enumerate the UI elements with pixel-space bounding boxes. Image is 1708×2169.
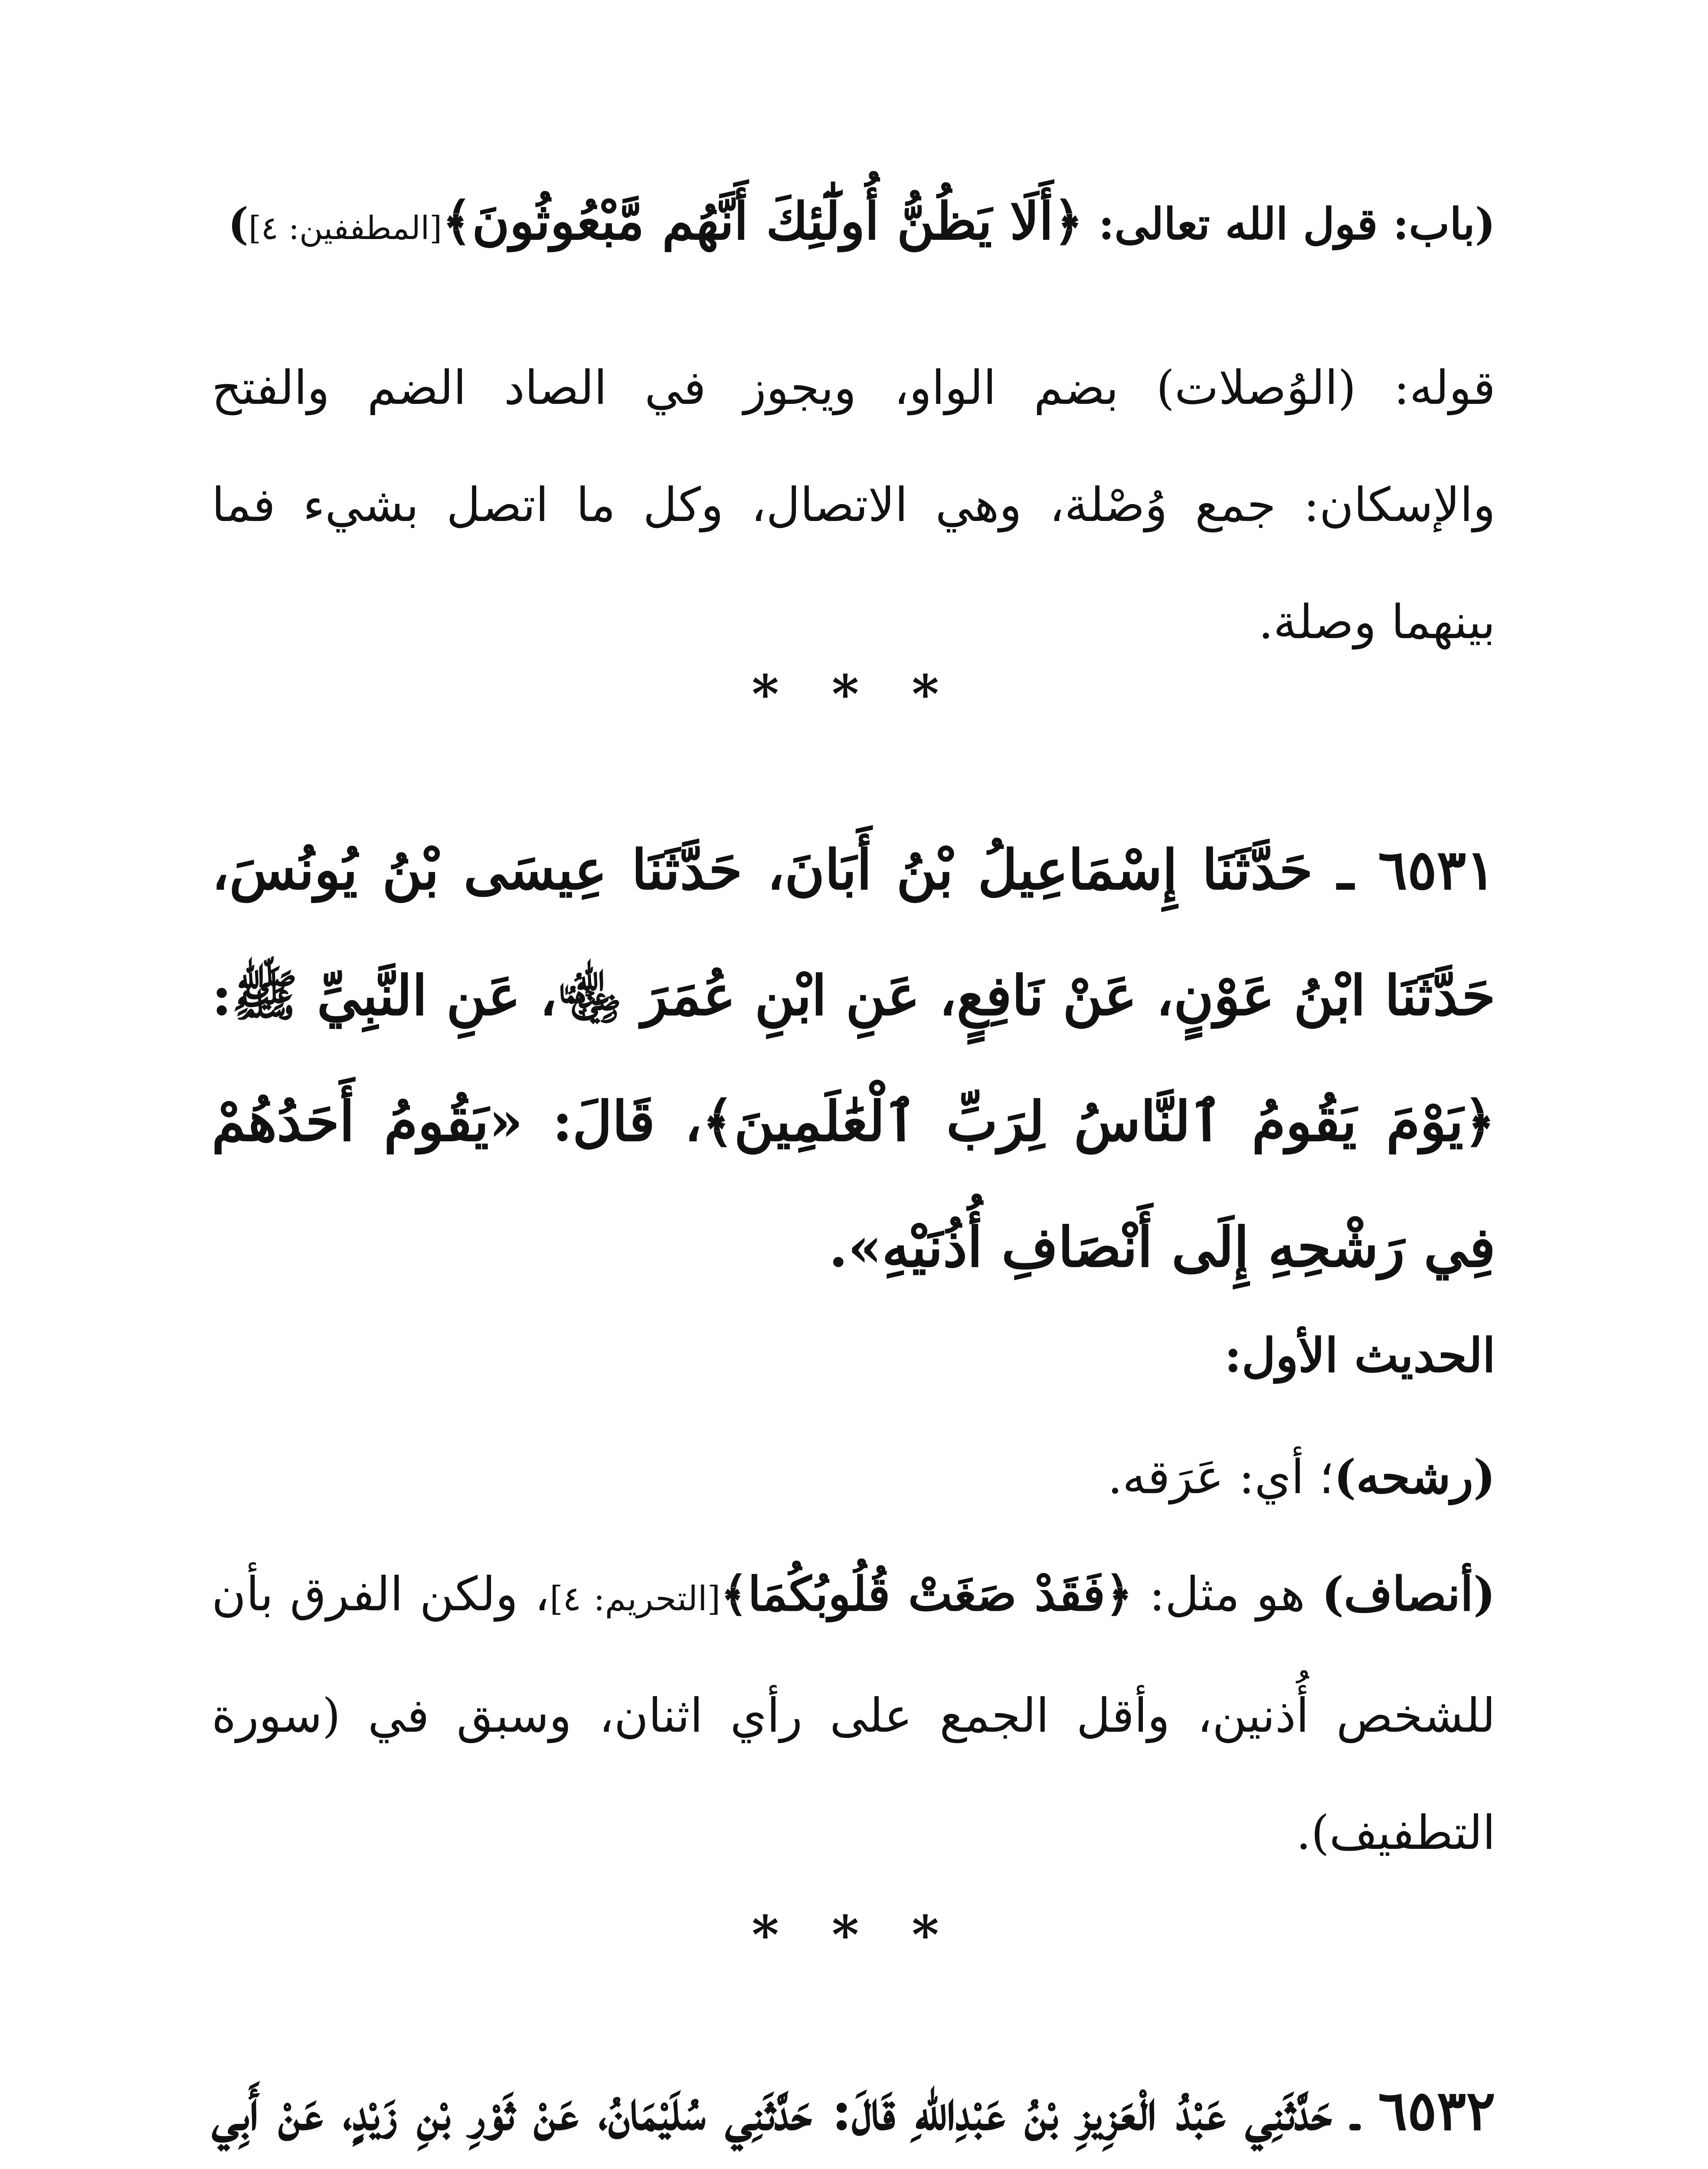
quran-verse: ﴿أَلَا يَظُنُّ أُولَٰٓئِكَ أَنَّهُم مَّبْعُوثُونَ﴾ (442, 191, 1083, 251)
quran-verse-tahrim: ﴿فَقَدْ صَغَتْ قُلُوبُكُمَا﴾ (720, 1567, 1133, 1622)
ansaf-term: (أنصاف) (1322, 1567, 1495, 1622)
hadith-6531 (212, 807, 1495, 1310)
hadith-6532 (212, 2048, 1495, 2169)
chapter-heading-prefix: (باب: قول الله تعالى: (1083, 198, 1495, 249)
hadith-text: ٦٥٣١ ـ حَدَّثَنَا إِسْمَاعِيلُ بْنُ أَبَانَ، حَدَّثَنَا عِيسَى بْنُ يُونُسَ، حَدَّثَنَا ابْنُ عَوْنٍ، عَنْ نَافِعٍ، عَنِ ابْنِ عُمَرَ ﵄، عَنِ النَّبِيِّ ﷺ: ﴿يَوْمَ يَقُومُ ٱلنَّاسُ لِرَبِّ ٱلْعَٰلَمِينَ﴾، قَالَ: «يَقُومُ أَحَدُهُمْ فِي رَشْحِهِ إِلَى أَنْصَافِ أُذُنَيْهِ». (212, 838, 1495, 1279)
verse-reference: [المطففين: ٤] (248, 210, 442, 247)
rashh-explanation: ؛ أي: عَرَقه. (1107, 1450, 1334, 1504)
ansaf-intro: هو مثل: (1132, 1567, 1322, 1622)
first-hadith-label: الحديث الأول: (1224, 1328, 1495, 1383)
verse-reference-tahrim: [التحريم: ٤] (550, 1579, 721, 1619)
ansaf-note (212, 1536, 1495, 1892)
hadith-text-6532: ٦٥٣٢ ـ حَدَّثَنِي عَبْدُ الْعَزِيزِ بْنُ عَبْدِاللهِ قَالَ: حَدَّثَنِي سُلَيْمَانُ، عَنْ ثَوْرِ بْنِ زَيْدٍ، عَنْ أَبِي (212, 2078, 1495, 2143)
chapter-heading-suffix: ) (228, 198, 249, 249)
section-separator: * * * (752, 664, 956, 725)
section-separator-2: * * * (752, 1904, 956, 1966)
commentary-text: قوله: (الوُصلات) بضم الواو، ويجوز في الصاد الضم والفتح والإسكان: جمع وُصْلة، وهي الاتصال، وكل ما اتصل بشيء فما بينهما وصلة. (212, 361, 1495, 649)
commentary-paragraph (212, 330, 1495, 681)
rashh-term: (رشحه) (1334, 1450, 1495, 1504)
ansaf-explanation: ، ولكن الفرق بأن للشخص أُذنين، وأقل الجمع على رأي اثنان، وسبق في (سورة التطفيف). (212, 1567, 1495, 1860)
rashh-note (212, 1419, 1495, 1536)
chapter-heading (212, 182, 1495, 267)
